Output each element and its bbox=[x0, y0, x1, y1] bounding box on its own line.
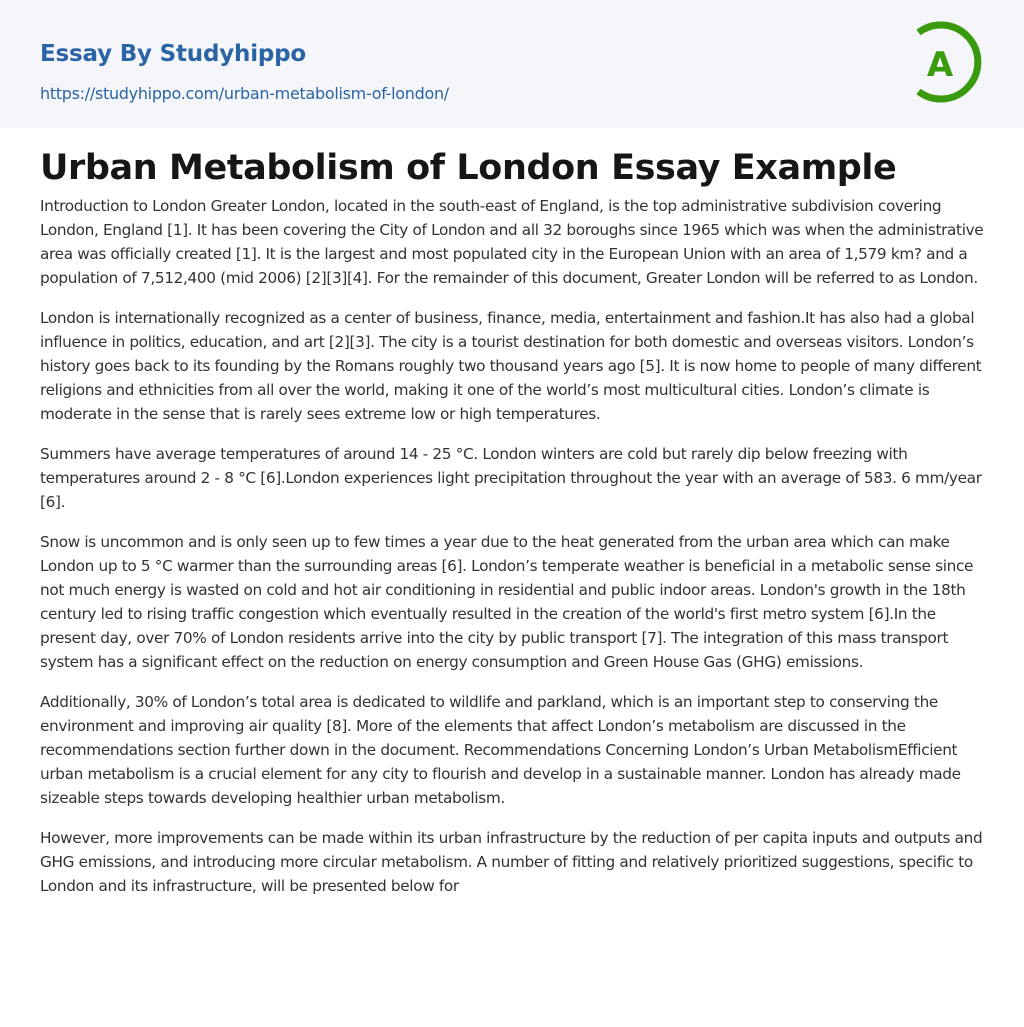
brand-title[interactable]: Essay By Studyhippo bbox=[40, 41, 307, 67]
paragraph: Summers have average temperatures of around 14 - 25 °C. London winters are cold but rarely dip below freezing with temperatures around 2 - 8 °C [6].London experiences light precipitation throughout the year with an average of 583. 6 mm/year [6]. bbox=[40, 445, 982, 511]
paragraph: However, more improvements can be made within its urban infrastructure by the reduction of per capita inputs and outputs and GHG emissions, and introducing more circular metabolism. A number of fitting and relatively prioritized suggestions, specific to London and its infrastructure, will be presented below for bbox=[40, 829, 983, 895]
essay-url-link[interactable]: https://studyhippo.com/urban-metabolism-of-london/ bbox=[40, 84, 449, 103]
logo-letter: A bbox=[926, 45, 954, 85]
paragraph: Introduction to London Greater London, located in the south-east of England, is the top administrative subdivision covering London, England [1]. It has been covering the City of London and all 32 boroughs since 1965 which was when the administrative area was officially created [1]. It is the largest and most populated city in the European Union with an area of 1,579 km? and a population of 7,512,400 (mid 2006) [2][3][4]. For the remainder of this document, Greater London will be referred to as London. bbox=[40, 197, 984, 287]
page-title: Urban Metabolism of London Essay Example bbox=[40, 148, 897, 188]
paragraph: London is internationally recognized as a center of business, finance, media, entertainment and fashion.It has also had a global influence in politics, education, and art [2][3]. The city is a tourist destination for both domestic and overseas visitors. London’s history goes back to its founding by the Romans roughly two thousand years ago [5]. It is now home to people of many different religions and ethnicities from all over the world, making it one of the world’s most multicultural cities. London’s climate is moderate in the sense that is rarely sees extreme low or high temperatures. bbox=[40, 309, 982, 423]
studyhippo-logo-icon[interactable] bbox=[910, 18, 988, 106]
essay-body bbox=[40, 194, 988, 914]
paragraph: Additionally, 30% of London’s total area is dedicated to wildlife and parkland, which is an important step to conserving the environment and improving air quality [8]. More of the elements that affect London’s metabolism are discussed in the recommendations section further down in the document. Recommendations Concerning London’s Urban MetabolismEfficient urban metabolism is a crucial element for any city to flourish and develop in a sustainable manner. London has already made sizeable steps towards developing healthier urban metabolism. bbox=[40, 693, 961, 807]
paragraph: Snow is uncommon and is only seen up to few times a year due to the heat generated from the urban area which can make London up to 5 °C warmer than the surrounding areas [6]. London’s temperate weather is beneficial in a metabolic sense since not much energy is wasted on cold and hot air conditioning in residential and public indoor areas. London's growth in the 18th century led to rising traffic congestion which eventually resulted in the creation of the world's first metro system [6].In the present day, over 70% of London residents arrive into the city by public transport [7]. The integration of this mass transport system has a significant effect on the reduction on energy consumption and Green House Gas (GHG) emissions. bbox=[40, 533, 974, 671]
